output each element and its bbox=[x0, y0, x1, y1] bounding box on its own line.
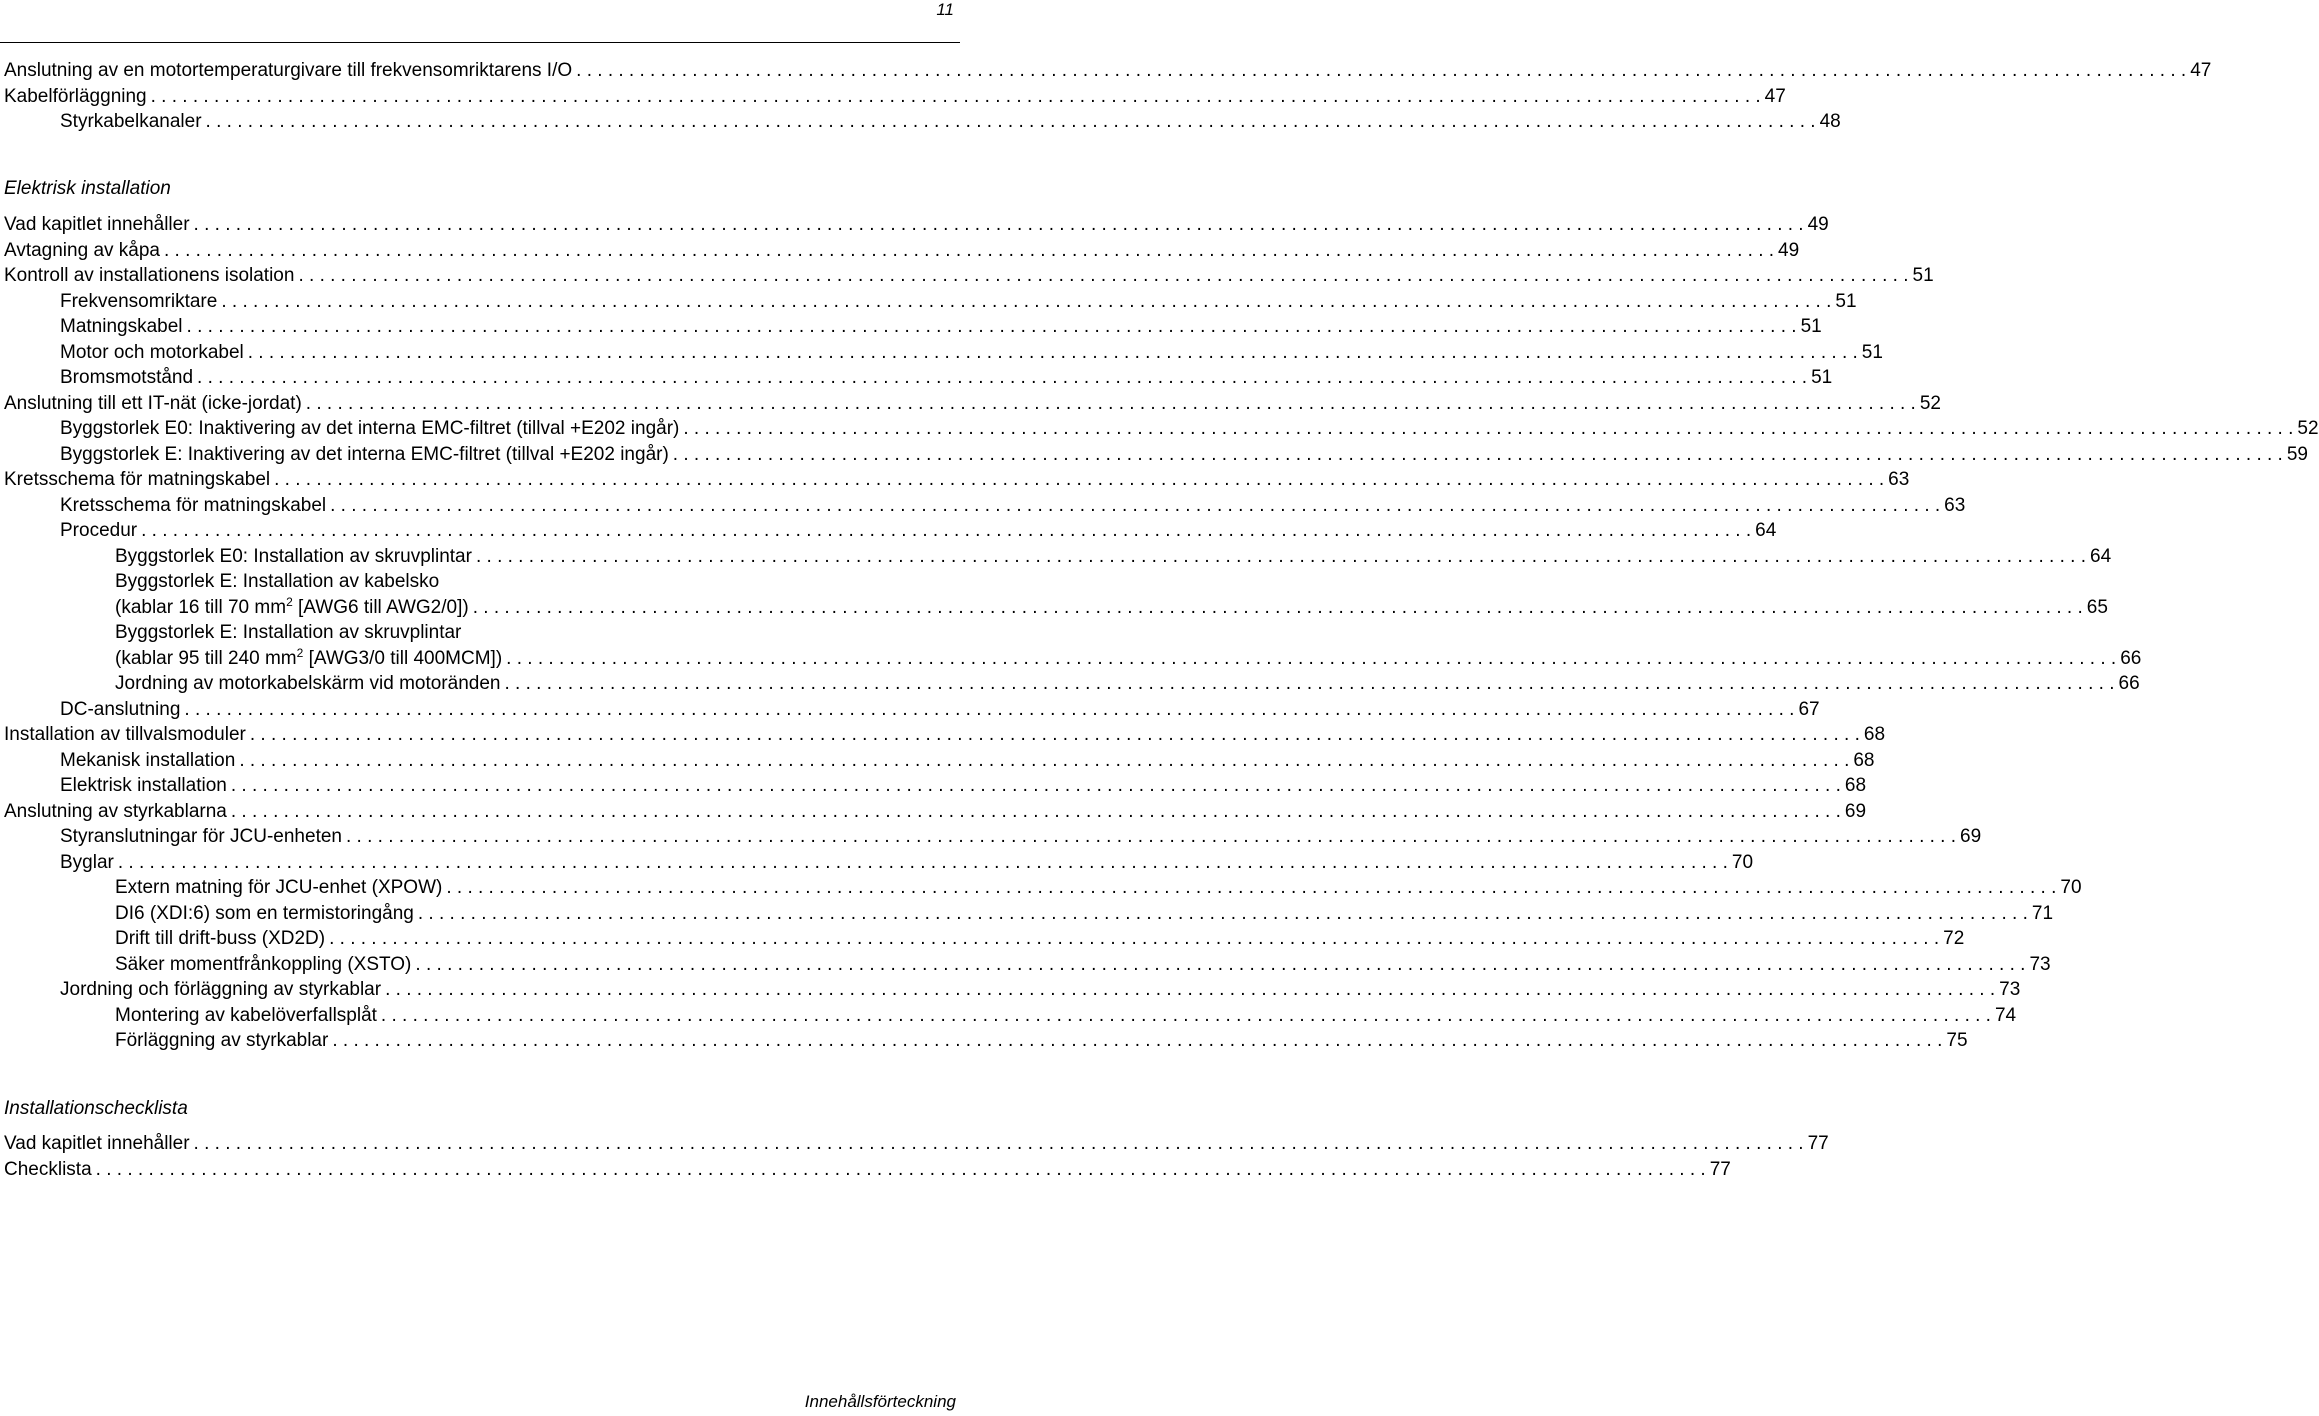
toc-entry-title: Byglar bbox=[60, 851, 114, 873]
toc-entry[interactable] bbox=[0, 236, 1800, 262]
toc-entry-page: 48 bbox=[1819, 111, 1841, 132]
toc-entry[interactable] bbox=[0, 414, 2319, 440]
toc-entry-page: 68 bbox=[1844, 775, 1867, 796]
dot-leader bbox=[446, 877, 2056, 899]
toc-entry-title: Anslutning till ett IT-nät (icke-jordat) bbox=[4, 392, 302, 414]
toc-entry-title-part: (kablar 95 till 240 mm bbox=[115, 647, 297, 669]
toc-entry-title: DC-anslutning bbox=[60, 698, 181, 720]
toc-entry-page: 59 bbox=[2286, 443, 2308, 465]
toc-entry-title-part: (kablar 16 till 70 mm bbox=[115, 596, 287, 618]
toc-entry[interactable] bbox=[0, 950, 2051, 976]
toc-entry[interactable] bbox=[0, 287, 1857, 313]
toc-entry-page: 51 bbox=[1800, 316, 1822, 337]
toc-entry-page: 51 bbox=[1835, 290, 1857, 312]
toc-entry[interactable] bbox=[0, 669, 2140, 695]
toc-entry-page: 63 bbox=[1888, 469, 1910, 490]
dot-leader bbox=[194, 1133, 1804, 1155]
top-rule bbox=[0, 42, 960, 43]
dot-leader bbox=[184, 699, 1794, 721]
toc-entry-page: 49 bbox=[1807, 214, 1829, 235]
toc-entry[interactable] bbox=[0, 644, 2142, 670]
toc-entry-page: 63 bbox=[1944, 494, 1966, 516]
toc-entry-page: 66 bbox=[2120, 647, 2142, 669]
dot-leader bbox=[415, 954, 2025, 976]
toc-entry-title: Montering av kabelöverfallsplåt bbox=[115, 1004, 377, 1026]
dot-leader bbox=[197, 367, 1807, 389]
dot-leader bbox=[576, 60, 2186, 82]
toc-entry[interactable] bbox=[0, 1129, 1829, 1155]
toc-entry-page: 70 bbox=[2060, 877, 2082, 898]
toc-entry-title: Installation av tillvalsmoduler bbox=[4, 724, 246, 745]
toc-entry-page: 77 bbox=[1709, 1158, 1731, 1180]
toc-entry-page: 69 bbox=[1960, 826, 1982, 847]
toc-entry-title-part: [AWG3/0 till 400MCM]) bbox=[303, 647, 503, 669]
toc-entry[interactable] bbox=[0, 924, 1965, 950]
toc-entry[interactable] bbox=[0, 695, 1820, 721]
toc-entry-title: Förläggning av styrkablar bbox=[115, 1030, 329, 1051]
dot-leader bbox=[504, 673, 2114, 695]
toc-entry-title bbox=[115, 645, 506, 670]
toc-entry[interactable] bbox=[0, 899, 2054, 925]
toc-entry-page: 75 bbox=[1946, 1030, 1968, 1051]
toc-entry-title-part: [AWG6 till AWG2/0]) bbox=[292, 596, 469, 618]
dot-leader bbox=[332, 1030, 1942, 1052]
toc-entry[interactable] bbox=[0, 1001, 2017, 1027]
toc-entry[interactable] bbox=[0, 389, 1941, 415]
toc-entry-page: 64 bbox=[1755, 520, 1777, 541]
dot-leader bbox=[248, 342, 1858, 364]
superscript: 2 bbox=[296, 645, 304, 660]
toc-entry[interactable] bbox=[0, 261, 1934, 287]
toc-entry[interactable] bbox=[0, 746, 1875, 772]
dot-leader bbox=[385, 979, 1995, 1001]
toc-entry-title: Matningskabel bbox=[60, 316, 183, 337]
toc-entry[interactable] bbox=[0, 771, 1867, 797]
toc-entry-title: Byggstorlek E: Installation av skruvplintar bbox=[115, 622, 462, 643]
dot-leader bbox=[330, 495, 1940, 517]
toc-entry-title: Jordning och förläggning av styrkablar bbox=[60, 979, 382, 1000]
superscript: 2 bbox=[286, 594, 293, 609]
toc-entry-title: Kretsschema för matningskabel bbox=[60, 494, 327, 516]
toc-entry-page: 51 bbox=[1811, 367, 1833, 388]
toc-entry[interactable] bbox=[0, 312, 1822, 338]
toc-entry[interactable] bbox=[0, 491, 1966, 517]
toc-entry[interactable] bbox=[0, 848, 1754, 874]
dot-leader bbox=[250, 724, 1860, 746]
dot-leader bbox=[473, 597, 2083, 619]
toc-entry-title: Frekvensomriktare bbox=[60, 290, 218, 312]
dot-leader bbox=[683, 418, 2293, 440]
toc-entry-page: 68 bbox=[1863, 724, 1886, 745]
section-heading: Installationschecklista bbox=[4, 1098, 188, 1119]
toc-entry[interactable] bbox=[0, 873, 2082, 899]
toc-entry-title: DI6 (XDI:6) som en termistoringång bbox=[115, 902, 414, 924]
toc-entry-page: 51 bbox=[1912, 265, 1934, 286]
footer-title: Innehållsförteckning bbox=[804, 1392, 956, 1411]
toc-entry[interactable] bbox=[0, 797, 1867, 823]
toc-entry-title bbox=[115, 594, 473, 619]
dot-leader bbox=[381, 1005, 1991, 1027]
toc-entry-title: Kretsschema för matningskabel bbox=[4, 469, 271, 490]
toc-entry-title: Styrkabelkanaler bbox=[60, 111, 202, 132]
dot-leader bbox=[96, 1159, 1706, 1181]
dot-leader bbox=[221, 291, 1831, 313]
dot-leader bbox=[274, 469, 1884, 491]
toc-entry-page: 64 bbox=[2090, 545, 2112, 567]
dot-leader bbox=[151, 86, 1761, 108]
dot-leader bbox=[164, 240, 1774, 262]
dot-leader bbox=[118, 852, 1728, 874]
dot-leader bbox=[673, 444, 2283, 466]
toc-entry-title: Extern matning för JCU-enhet (XPOW) bbox=[115, 877, 443, 898]
toc-entry-title: Avtagning av kåpa bbox=[4, 239, 160, 261]
toc-entry-title: Drift till drift-buss (XD2D) bbox=[115, 928, 326, 949]
toc-entry-page: 47 bbox=[1764, 85, 1786, 107]
toc-entry[interactable] bbox=[0, 1155, 1731, 1181]
toc-entry-title: Vad kapitlet innehåller bbox=[4, 1133, 190, 1154]
dot-leader bbox=[506, 648, 2116, 670]
dot-leader bbox=[298, 265, 1908, 287]
toc-entry-page: 68 bbox=[1853, 749, 1875, 771]
dot-leader bbox=[329, 928, 1939, 950]
toc-entry-title: Styranslutningar för JCU-enheten bbox=[60, 826, 342, 847]
toc-entry[interactable] bbox=[0, 822, 1982, 848]
toc-entry-page: 67 bbox=[1798, 698, 1820, 720]
toc-entry[interactable] bbox=[0, 440, 2308, 466]
toc-entry[interactable] bbox=[0, 720, 1886, 746]
toc-entry-page: 66 bbox=[2118, 673, 2140, 694]
toc-entry[interactable] bbox=[0, 593, 2108, 619]
dot-leader bbox=[418, 903, 2028, 925]
toc-entry-title: Elektrisk installation bbox=[60, 775, 227, 796]
toc-entry-page: 74 bbox=[1994, 1004, 2017, 1026]
toc-entry-title: Byggstorlek E: Installation av kabelsko bbox=[115, 571, 440, 592]
toc-entry-line[interactable] bbox=[0, 567, 1072, 593]
toc-entry-page: 47 bbox=[2190, 60, 2212, 81]
toc-entry-title: Säker momentfrånkoppling (XSTO) bbox=[115, 953, 412, 975]
toc-entry-page: 71 bbox=[2031, 902, 2054, 924]
page-number: 11 bbox=[936, 0, 954, 19]
toc-entry-page: 65 bbox=[2086, 596, 2108, 618]
section-heading: Elektrisk installation bbox=[4, 178, 171, 199]
toc-entry-page: 73 bbox=[1999, 979, 2021, 1000]
dot-leader bbox=[231, 775, 1841, 797]
toc-entry-title: Jordning av motorkabelskärm vid motoränden bbox=[115, 673, 501, 694]
toc-entry-page: 52 bbox=[1919, 392, 1941, 414]
dot-leader bbox=[206, 111, 1816, 133]
toc-entry-title: Mekanisk installation bbox=[60, 749, 236, 771]
toc-entry[interactable] bbox=[0, 338, 1883, 364]
dot-leader bbox=[239, 750, 1849, 772]
dot-leader bbox=[346, 826, 1956, 848]
toc-entry-title: Byggstorlek E0: Inaktivering av det interna EMC-filtret (tillval +E202 ingår) bbox=[60, 418, 680, 439]
dot-leader bbox=[231, 801, 1841, 823]
toc-entry-page: 69 bbox=[1844, 800, 1867, 822]
toc-entry[interactable] bbox=[0, 56, 2212, 82]
dot-leader bbox=[476, 546, 2086, 568]
dot-leader bbox=[194, 214, 1804, 236]
toc-entry-page: 72 bbox=[1943, 928, 1965, 949]
toc-entry-title: Anslutning av styrkablarna bbox=[4, 800, 227, 822]
toc-entry[interactable] bbox=[0, 1026, 1968, 1052]
toc-entry-title: Kontroll av installationens isolation bbox=[4, 265, 295, 286]
toc-entry[interactable] bbox=[0, 465, 1910, 491]
toc-entry-page: 70 bbox=[1731, 851, 1754, 873]
toc-entry-title: Byggstorlek E: Inaktivering av det interna EMC-filtret (tillval +E202 ingår) bbox=[60, 443, 669, 465]
toc-entry[interactable] bbox=[0, 82, 1786, 108]
toc-entry-page: 51 bbox=[1861, 341, 1883, 363]
toc-entry[interactable] bbox=[0, 516, 1777, 542]
toc-entry-page: 52 bbox=[2297, 418, 2319, 439]
toc-entry-title: Bromsmotstånd bbox=[60, 367, 194, 388]
toc-entry-line[interactable] bbox=[0, 618, 1072, 644]
toc-entry-page: 73 bbox=[2029, 953, 2051, 975]
toc-entry-title: Anslutning av en motortemperaturgivare till frekvensomriktarens I/O bbox=[4, 60, 573, 81]
dot-leader bbox=[306, 393, 1916, 415]
toc-entry[interactable] bbox=[0, 975, 2021, 1001]
toc-entry[interactable] bbox=[0, 542, 2112, 568]
toc-entry-page: 49 bbox=[1778, 239, 1800, 261]
toc-entry-title: Procedur bbox=[60, 520, 138, 541]
toc-entry-title: Kabelförläggning bbox=[4, 85, 147, 107]
dot-leader bbox=[187, 316, 1797, 338]
toc-entry-page: 77 bbox=[1807, 1133, 1829, 1154]
toc-entry[interactable] bbox=[0, 210, 1829, 236]
toc-entry[interactable] bbox=[0, 107, 1841, 133]
toc-entry-title: Motor och motorkabel bbox=[60, 341, 244, 363]
dot-leader bbox=[141, 520, 1751, 542]
toc-entry-title: Checklista bbox=[4, 1158, 92, 1180]
toc-entry-title: Vad kapitlet innehåller bbox=[4, 214, 190, 235]
toc-entry-title: Byggstorlek E0: Installation av skruvplintar bbox=[115, 545, 472, 567]
toc-entry[interactable] bbox=[0, 363, 1833, 389]
